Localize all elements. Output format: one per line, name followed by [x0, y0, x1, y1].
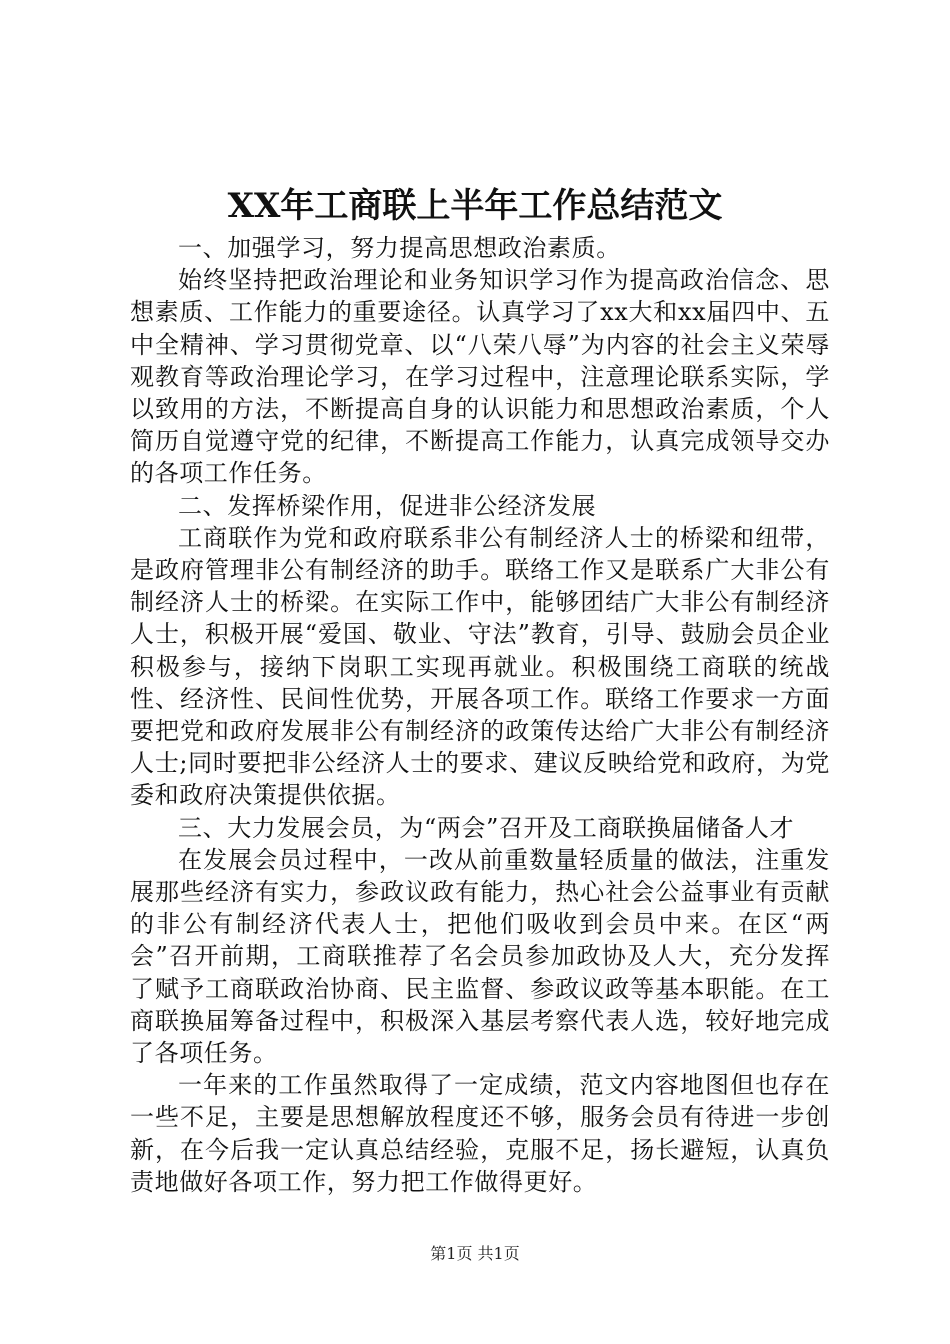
document-title: XX年工商联上半年工作总结范文	[227, 186, 723, 226]
paragraph-3: 在发展会员过程中，一改从前重数量轻质量的做法，注重发展那些经济有实力，参政议政有能力，热心社会公益事业有贡献的非公有制经济代表人士，把他们吸收到会员中来。在区“两会”召开前期，工商联推荐了名会员参加政协及人大，充分发挥了赋予工商联政治协商、民主监督、参政议政等基本职能。在工商联换届筹备过程中，积极深入基层考察代表人选，较好地完成了各项任务。	[130, 845, 830, 1068]
section-heading-2: 二、发挥桥梁作用，促进非公经济发展	[178, 491, 597, 520]
paragraph-2: 工商联作为党和政府联系非公有制经济人士的桥梁和纽带，是政府管理非公有制经济的助手。联络工作又是联系广大非公有制经济人士的桥梁。在实际工作中，能够团结广大非公有制经济人士，积极开展“爱国、敬业、守法”教育，引导、鼓励会员企业积极参与，接纳下岗职工实现再就业。积极围绕工商联的统战性、经济性、民间性优势，开展各项工作。联络工作要求一方面要把党和政府发展非公有制经济的政策传达给广大非公有制经济人士;同时要把非公经济人士的要求、建议反映给党和政府，为党委和政府决策提供依据。	[130, 523, 830, 810]
section-heading-1: 一、加强学习，努力提高思想政治素质。	[178, 234, 621, 262]
paragraph-1: 始终坚持把政治理论和业务知识学习作为提高政治信念、思想素质、工作能力的重要途径。认真学习了xx大和xx届四中、五中全精神、学习贯彻党章、以“八荣八辱”为内容的社会主义荣辱观教育等政治理论学习，在学习过程中，注意理论联系实际，学以致用的方法，不断提高自身的认识能力和思想政治素质，个人简历自觉遵守党的纪律，不断提高工作能力，认真完成领导交办的各项工作任务。	[130, 266, 830, 488]
section-heading-3: 三、大力发展会员，为“两会”召开及工商联换届储备人才	[178, 813, 795, 842]
document-body	[130, 232, 830, 1198]
paragraph-conclusion: 一年来的工作虽然取得了一定成绩，范文内容地图但也存在一些不足，主要是思想解放程度还不够，服务会员有待进一步创新，在今后我一定认真总结经验，克服不足，扬长避短，认真负责地做好各项工作，努力把工作做得更好。	[130, 1071, 830, 1196]
page-footer: 第1页 共1页	[430, 1244, 520, 1263]
